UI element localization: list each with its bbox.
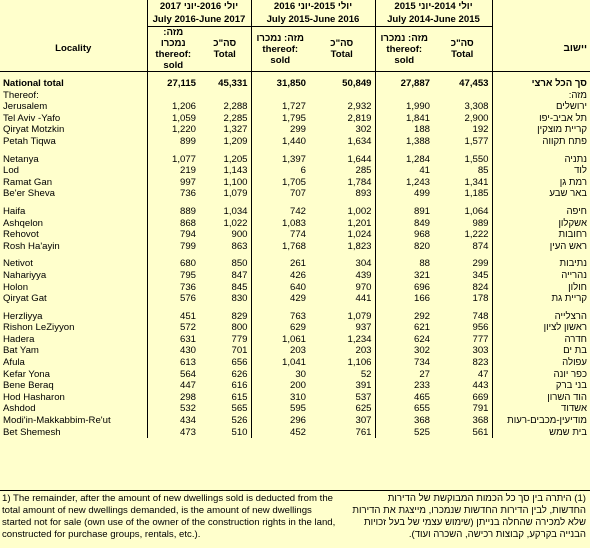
total-value: 1,823 (309, 241, 375, 253)
sold-value: 613 (179, 357, 196, 369)
sold-value: 624 (413, 333, 430, 345)
locality-row (0, 113, 590, 125)
total-value: 1,002 (309, 206, 375, 218)
sold-value: 473 (179, 426, 196, 438)
sold-header-en: thereof: sold (386, 43, 423, 66)
total-value: 391 (309, 380, 375, 392)
locality-row (0, 188, 590, 200)
locality-en: Netanya (0, 154, 147, 166)
total-value: 2,285 (199, 113, 251, 125)
total-value: 1,201 (309, 218, 375, 230)
total-value: 1,341 (433, 177, 492, 189)
sold-value: 1,990 (405, 101, 430, 113)
sold-value: 696 (413, 281, 430, 293)
total-value: 302 (309, 124, 375, 136)
locality-en: Nahariyya (0, 270, 147, 282)
sold-value: 736 (179, 281, 196, 293)
total-value: 937 (309, 322, 375, 334)
sold-value: 891 (413, 205, 430, 217)
sold-value: 899 (179, 135, 196, 147)
sold-value: 1,083 (281, 217, 306, 229)
locality-header: Locality (0, 27, 147, 72)
locality-row (0, 154, 590, 166)
period-en-2017: July 2016-June 2017 (147, 13, 251, 27)
sold-value: 451 (179, 310, 196, 322)
locality-en: Bat Yam (0, 345, 147, 357)
total-value: 1,327 (199, 124, 251, 136)
sold-value: 774 (289, 229, 306, 241)
total-value: 1,550 (433, 154, 492, 166)
sold-value: 631 (179, 333, 196, 345)
locality-he: תל אביב-יפו (539, 112, 587, 124)
locality-he: ראשון לציון (543, 322, 587, 334)
locality-row (0, 415, 590, 427)
sold-value (375, 90, 433, 102)
total-value: 1,222 (433, 229, 492, 241)
total-value: 850 (199, 258, 251, 270)
locality-row (0, 345, 590, 357)
sold-value: 576 (179, 293, 196, 305)
total-value: 1,784 (309, 177, 375, 189)
locality-en: Modi'in-Makkabbim-Re'ut (0, 415, 147, 427)
total-value: 1,205 (199, 154, 251, 166)
sold-value: 299 (289, 124, 306, 136)
locality-row (0, 357, 590, 369)
total-value: 900 (199, 229, 251, 241)
locality-he: הוד השרון (547, 391, 587, 403)
locality-he: ראש העין (549, 240, 587, 252)
total-value (309, 90, 375, 102)
locality-row (0, 270, 590, 282)
locality-en: Ramat Gan (0, 177, 147, 189)
sold-value (147, 90, 199, 102)
locality-row (0, 392, 590, 404)
total-value: 1,634 (309, 136, 375, 148)
sold-value: 430 (179, 345, 196, 357)
sold-value: 261 (289, 258, 306, 270)
total-value: 303 (433, 345, 492, 357)
locality-he: הרצלייה (554, 310, 587, 322)
sold-value: 447 (179, 380, 196, 392)
total-value: 625 (309, 403, 375, 415)
locality-en: Tel Aviv -Yafo (0, 113, 147, 125)
total-value (199, 90, 251, 102)
locality-en: Be'er Sheva (0, 188, 147, 200)
locality-en: Ashdod (0, 403, 147, 415)
sold-header-en: thereof: sold (262, 43, 299, 66)
sold-value: 310 (289, 391, 306, 403)
total-value: 1,185 (433, 188, 492, 200)
locality-he: עפולה (562, 357, 587, 369)
sold-value: 795 (179, 269, 196, 281)
sold-value: 968 (413, 229, 430, 241)
sold-value: 763 (289, 310, 306, 322)
total-value: 192 (433, 124, 492, 136)
sold-value: 27,115 (167, 78, 196, 89)
sold-header-en: thereof: sold (155, 49, 192, 71)
sold-value: 1,220 (171, 124, 196, 136)
locality-row (0, 258, 590, 270)
locality-en: Hadera (0, 334, 147, 346)
locality-row (0, 241, 590, 253)
sold-value: 1,077 (171, 153, 196, 165)
sold-value: 166 (413, 293, 430, 305)
locality-en: Hod Hasharon (0, 392, 147, 404)
sold-value: 794 (179, 229, 196, 241)
locality-en: Lod (0, 165, 147, 177)
total-value: 701 (199, 345, 251, 357)
sold-value: 868 (179, 217, 196, 229)
total-value: 1,106 (309, 357, 375, 369)
locality-row (0, 311, 590, 323)
total-value: 45,331 (199, 78, 251, 90)
locality-he: מזה: (568, 89, 587, 101)
total-header-he: סה"כ (213, 38, 237, 49)
locality-row (0, 136, 590, 148)
total-value: 829 (199, 311, 251, 323)
sold-value: 321 (413, 269, 430, 281)
total-value: 203 (309, 345, 375, 357)
total-value: 1,577 (433, 136, 492, 148)
locality-row (0, 380, 590, 392)
total-value: 1,100 (199, 177, 251, 189)
total-value: 874 (433, 241, 492, 253)
sold-value: 1,284 (405, 153, 430, 165)
locality-row (0, 218, 590, 230)
total-value: 1,034 (199, 206, 251, 218)
period-en-2016: July 2015-June 2016 (251, 13, 375, 27)
total-value: 3,308 (433, 101, 492, 113)
sold-header (147, 27, 199, 72)
locality-en: Ashqelon (0, 218, 147, 230)
total-value: 537 (309, 392, 375, 404)
locality-he: ירושלים (555, 101, 587, 113)
locality-en: Rehovot (0, 229, 147, 241)
total-value: 845 (199, 282, 251, 294)
total-value: 1,143 (199, 165, 251, 177)
sold-value: 292 (413, 310, 430, 322)
total-value: 1,024 (309, 229, 375, 241)
sold-value: 707 (289, 188, 306, 200)
locality-row (0, 322, 590, 334)
locality-he: קריית מוצקין (537, 124, 587, 136)
total-value: 830 (199, 293, 251, 305)
total-value: 2,288 (199, 101, 251, 113)
locality-en: Kefar Yona (0, 369, 147, 381)
total-value: 443 (433, 380, 492, 392)
locality-en: Rosh Ha'ayin (0, 241, 147, 253)
sold-value: 203 (289, 345, 306, 357)
locality-header-he: יישוב (492, 27, 590, 72)
locality-row (0, 427, 590, 439)
locality-he: נהרייה (561, 269, 587, 281)
locality-he: חדרה (564, 333, 587, 345)
locality-en: Thereof: (0, 90, 147, 102)
total-header-en: Total (330, 49, 353, 60)
total-value: 299 (433, 258, 492, 270)
locality-he: פתח תקווה (542, 135, 587, 147)
locality-he: בני ברק (555, 380, 587, 392)
sold-value: 525 (413, 426, 430, 438)
sold-value: 434 (179, 415, 196, 427)
locality-en: Rishon LeZiyyon (0, 322, 147, 334)
sold-value: 452 (289, 426, 306, 438)
period-he-2015: יולי 2014-יוני 2015 (375, 0, 492, 13)
total-value (433, 90, 492, 102)
total-value: 52 (309, 369, 375, 381)
sold-value (251, 90, 309, 102)
sold-value: 1,705 (281, 176, 306, 188)
locality-he: מודיעין-מכבים-רעות (507, 415, 587, 427)
total-value: 510 (199, 427, 251, 439)
total-header-en: Total (451, 49, 474, 60)
total-value: 1,064 (433, 206, 492, 218)
locality-he: קריית גת (551, 293, 587, 305)
total-value: 526 (199, 415, 251, 427)
locality-he: רחובות (558, 229, 587, 241)
total-value: 441 (309, 293, 375, 305)
sold-value: 889 (179, 205, 196, 217)
sold-value: 298 (179, 391, 196, 403)
total-value: 956 (433, 322, 492, 334)
sold-value: 465 (413, 391, 430, 403)
sold-value: 499 (413, 188, 430, 200)
total-header (199, 27, 251, 72)
locality-row (0, 334, 590, 346)
sold-value: 820 (413, 240, 430, 252)
locality-en: Netivot (0, 258, 147, 270)
period-en-2015: July 2014-June 2015 (375, 13, 492, 27)
locality-he: בית שמש (549, 426, 587, 438)
sold-value: 1,440 (281, 135, 306, 147)
total-value: 304 (309, 258, 375, 270)
sold-value: 1,795 (281, 112, 306, 124)
total-value: 178 (433, 293, 492, 305)
total-value: 1,022 (199, 218, 251, 230)
column-header-row (0, 27, 590, 72)
sold-value: 595 (289, 403, 306, 415)
total-value: 345 (433, 270, 492, 282)
total-value: 85 (433, 165, 492, 177)
sold-value: 1,206 (171, 101, 196, 113)
sold-value: 1,841 (405, 112, 430, 124)
total-value: 970 (309, 282, 375, 294)
sold-value: 1,397 (281, 153, 306, 165)
locality-row (0, 206, 590, 218)
sold-value: 1,727 (281, 101, 306, 113)
sold-value: 27 (419, 368, 430, 380)
locality-row (0, 177, 590, 189)
sold-value: 30 (295, 368, 306, 380)
total-value: 863 (199, 241, 251, 253)
locality-he: חיפה (566, 205, 587, 217)
sold-value: 1,041 (281, 357, 306, 369)
total-value: 368 (433, 415, 492, 427)
locality-row (0, 293, 590, 305)
total-value: 669 (433, 392, 492, 404)
sold-value: 31,850 (276, 78, 306, 89)
locality-en: Holon (0, 282, 147, 294)
total-value: 47,453 (433, 78, 492, 90)
sold-header (375, 27, 433, 72)
locality-he: חולון (568, 281, 587, 293)
sold-value: 1,243 (405, 176, 430, 188)
locality-he: נתניה (564, 153, 587, 165)
locality-he: לוד (574, 165, 587, 177)
footnote-english: 1) The remainder, after the amount of new dwellings sold is deducted from the total amount of new dwellings demanded, is the amount of new dwellings started not for sale (own use of the owner of the construction rights in the land, constructed for purchase groups, rentals, etc.). (2, 493, 336, 540)
locality-he: בת ים (563, 345, 587, 357)
sold-value: 6 (300, 165, 306, 177)
locality-row (0, 229, 590, 241)
total-value: 1,234 (309, 334, 375, 346)
total-value: 561 (433, 427, 492, 439)
locality-he: נתיבות (559, 258, 587, 270)
total-value: 800 (199, 322, 251, 334)
total-value: 1,644 (309, 154, 375, 166)
sold-value: 655 (413, 403, 430, 415)
total-value: 824 (433, 282, 492, 294)
total-value: 656 (199, 357, 251, 369)
locality-en: Haifa (0, 206, 147, 218)
total-value: 2,819 (309, 113, 375, 125)
locality-he: אשדוד (561, 403, 587, 415)
footnote (0, 490, 590, 548)
total-value: 2,932 (309, 101, 375, 113)
sold-value: 41 (419, 165, 430, 177)
sold-value: 233 (413, 380, 430, 392)
locality-row (0, 165, 590, 177)
locality-he: רמת גן (559, 176, 587, 188)
total-header (433, 27, 492, 72)
locality-row (0, 101, 590, 113)
total-value: 285 (309, 165, 375, 177)
total-value: 626 (199, 369, 251, 381)
sold-value: 680 (179, 258, 196, 270)
total-value: 1,209 (199, 136, 251, 148)
total-value: 989 (433, 218, 492, 230)
locality-en: Jerusalem (0, 101, 147, 113)
sold-value: 1,768 (281, 240, 306, 252)
sold-value: 849 (413, 217, 430, 229)
total-value: 847 (199, 270, 251, 282)
locality-en: Qiryat Motzkin (0, 124, 147, 136)
sold-value: 629 (289, 322, 306, 334)
total-value: 2,900 (433, 113, 492, 125)
sold-value: 572 (179, 322, 196, 334)
sold-value: 532 (179, 403, 196, 415)
sold-value: 27,887 (400, 78, 430, 89)
sold-value: 1,061 (281, 333, 306, 345)
national-total-row (0, 78, 590, 90)
locality-en: Bet Shemesh (0, 427, 147, 439)
locality-en: Afula (0, 357, 147, 369)
sold-value: 736 (179, 188, 196, 200)
locality-he: אשקלון (558, 217, 587, 229)
total-value: 779 (199, 334, 251, 346)
sold-value: 88 (419, 258, 430, 270)
locality-row (0, 369, 590, 381)
sold-value: 368 (413, 415, 430, 427)
total-value: 893 (309, 188, 375, 200)
sold-header-he: מזה: נמכרו (256, 32, 304, 44)
sold-value: 429 (289, 293, 306, 305)
total-header-en: Total (213, 49, 236, 60)
total-value: 748 (433, 311, 492, 323)
total-value: 565 (199, 403, 251, 415)
locality-en: Bene Beraq (0, 380, 147, 392)
total-header-he: סה"כ (330, 38, 354, 49)
total-value: 439 (309, 270, 375, 282)
sold-value: 188 (413, 124, 430, 136)
locality-he: סך הכל ארצי (531, 78, 587, 89)
sold-value: 296 (289, 415, 306, 427)
total-value: 615 (199, 392, 251, 404)
locality-he: כפר יונה (553, 368, 587, 380)
total-value: 616 (199, 380, 251, 392)
total-header (309, 27, 375, 72)
locality-en: Petah Tiqwa (0, 136, 147, 148)
locality-row (0, 403, 590, 415)
sold-value: 1,059 (171, 112, 196, 124)
locality-row (0, 282, 590, 294)
sold-value: 302 (413, 345, 430, 357)
locality-en: National total (0, 78, 147, 90)
sold-value: 1,388 (405, 135, 430, 147)
total-value: 823 (433, 357, 492, 369)
thereof-row (0, 90, 590, 102)
sold-value: 200 (289, 380, 306, 392)
footnote-hebrew: (1) היתרה בין סך כל הכמות המבוקשת של הדירות החדשות, לבין הדירות החדשות שנמכרו, מייצגת את הדירות שלא למכירה שהחלה בנייתן (שימוש עצמי של בעל זכויות הבנייה בקרקע, קבוצות רכישה, השכרה ועוד). (352, 493, 586, 540)
sold-value: 564 (179, 368, 196, 380)
total-value: 50,849 (309, 78, 375, 90)
sold-value: 799 (179, 240, 196, 252)
total-header-he: סה"כ (450, 38, 474, 49)
total-value: 1,079 (309, 311, 375, 323)
locality-he: באר שבע (549, 188, 587, 200)
total-value: 47 (433, 369, 492, 381)
total-value: 307 (309, 415, 375, 427)
sold-value: 621 (413, 322, 430, 334)
sold-value: 734 (413, 357, 430, 369)
total-value: 777 (433, 334, 492, 346)
locality-en: Herzliyya (0, 311, 147, 323)
sold-header-he: מזה: נמכרו (380, 32, 428, 44)
locality-row (0, 124, 590, 136)
total-value: 1,079 (199, 188, 251, 200)
sold-value: 426 (289, 269, 306, 281)
period-english-row (0, 13, 590, 27)
sold-value: 219 (179, 165, 196, 177)
sold-value: 640 (289, 281, 306, 293)
period-hebrew-row (0, 0, 590, 13)
sold-value: 997 (179, 176, 196, 188)
total-value: 791 (433, 403, 492, 415)
locality-en: Qiryat Gat (0, 293, 147, 305)
total-value: 761 (309, 427, 375, 439)
sold-header-he: מזה: נמכרו (160, 27, 186, 49)
period-he-2017: יולי 2016-יוני 2017 (147, 0, 251, 13)
sold-header (251, 27, 309, 72)
period-he-2016: יולי 2015-יוני 2016 (251, 0, 375, 13)
sold-value: 742 (289, 205, 306, 217)
